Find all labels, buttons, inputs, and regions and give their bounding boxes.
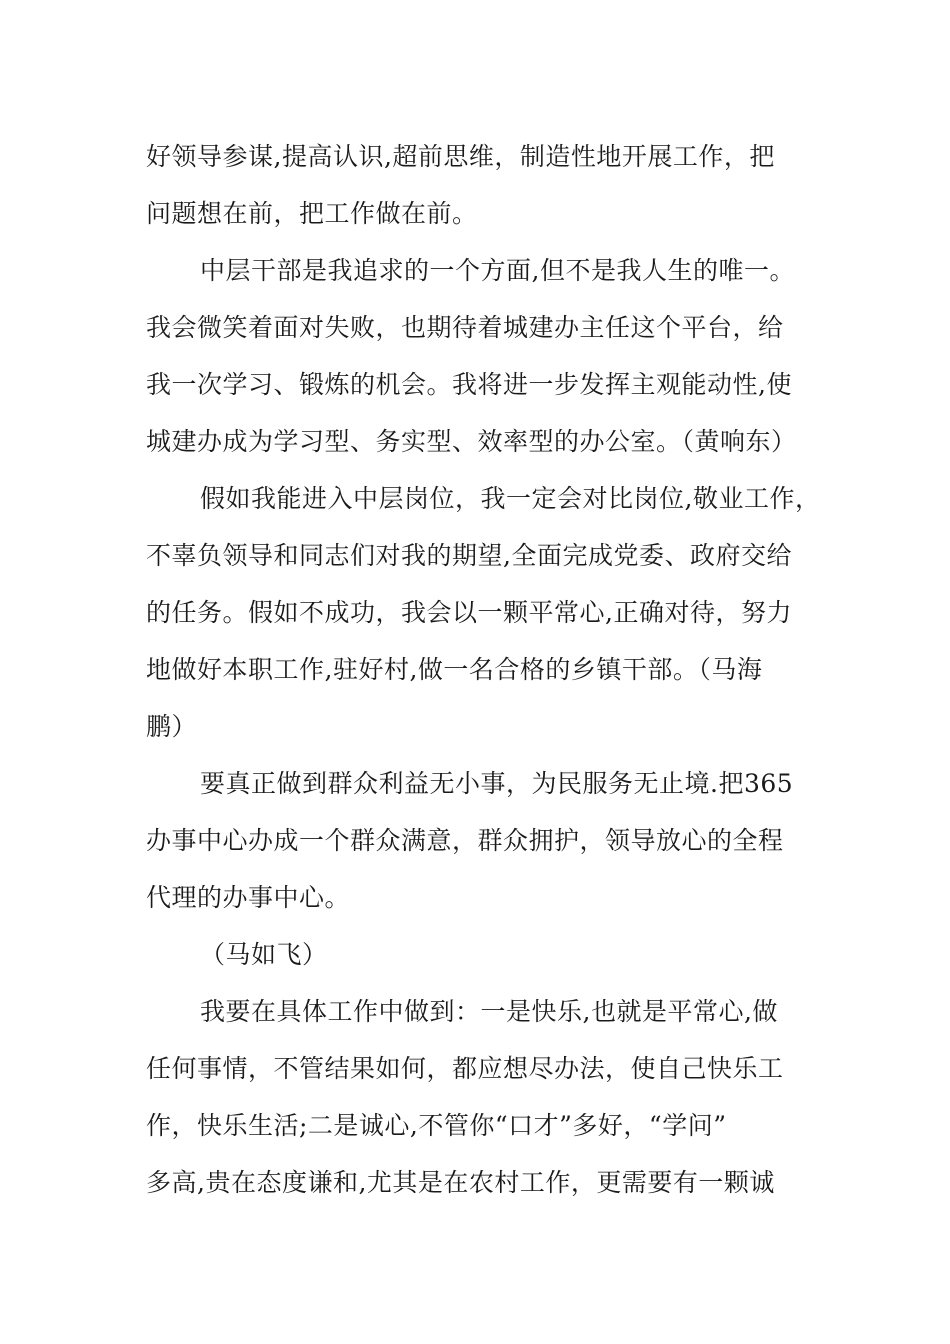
text-line: 城建办成为学习型、务实型、效率型的办公室。（黄响东） [146,427,797,456]
text-line: 地做好本职工作,驻好村,做一名合格的乡镇干部。（马海 [146,655,763,684]
text-line: 鹏） [146,712,198,741]
text-line: 不辜负领导和同志们对我的期望,全面完成党委、政府交给 [146,541,792,570]
text-line: 要真正做到群众利益无小事，为民服务无止境.把365 [200,769,794,798]
text-line: 问题想在前，把工作做在前。 [146,199,478,228]
text-line: 作，快乐生活;二是诚心,不管你“口才”多好，“学问” [146,1111,727,1140]
body-text [146,128,821,1211]
text-line: （马如飞） [200,940,328,969]
text-line: 我要在具体工作中做到：一是快乐,也就是平常心,做 [200,997,778,1026]
text-line: 我一次学习、锻炼的机会。我将进一步发挥主观能动性,使 [146,370,792,399]
text-line: 代理的办事中心。 [146,883,351,912]
text-line: 多高,贵在态度谦和,尤其是在农村工作，更需要有一颗诚 [146,1168,775,1197]
text-line: 办事中心办成一个群众满意，群众拥护，领导放心的全程 [146,826,784,855]
text-line: 假如我能进入中层岗位，我一定会对比岗位,敬业工作， [200,484,821,513]
text-line: 中层干部是我追求的一个方面,但不是我人生的唯一。 [200,256,795,285]
text-line: 任何事情，不管结果如何，都应想尽办法，使自己快乐工 [146,1054,784,1083]
text-line: 我会微笑着面对失败，也期待着城建办主任这个平台，给 [146,313,784,342]
text-line: 的任务。假如不成功，我会以一颗平常心,正确对待，努力 [146,598,792,627]
text-line: 好领导参谋,提高认识,超前思维，制造性地开展工作，把 [146,142,775,171]
